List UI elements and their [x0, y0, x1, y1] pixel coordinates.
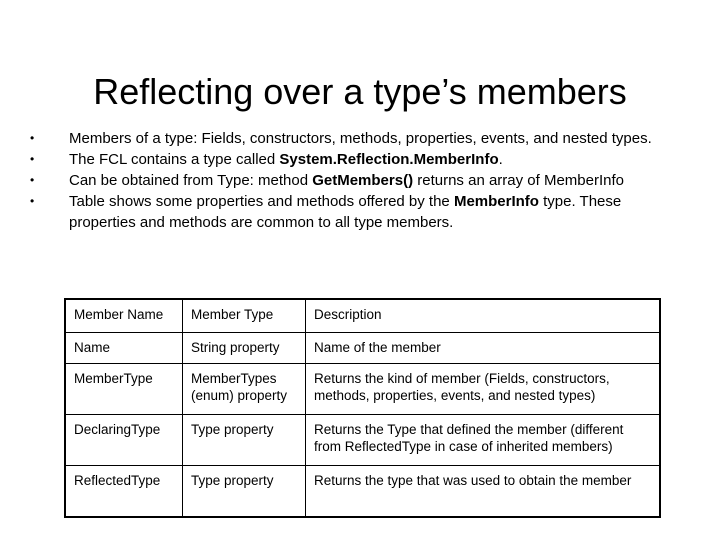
cell-member-type: Type property [183, 466, 306, 518]
cell-description: Returns the kind of member (Fields, constructors, methods, properties, events, and nested types) [306, 364, 661, 415]
cell-description: Returns the Type that defined the member (different from ReflectedType in case of inherited members) [306, 415, 661, 466]
column-header-description: Description [306, 299, 661, 333]
bullet-list [30, 128, 670, 233]
bullet-item [30, 170, 670, 191]
table-row [65, 415, 660, 466]
cell-member-type: String property [183, 333, 306, 364]
bullet-icon: • [30, 131, 35, 145]
bullet-text: Can be obtained from Type: method [69, 172, 313, 189]
table-row [65, 466, 660, 518]
column-header-member-name: Member Name [65, 299, 183, 333]
bullet-text: The FCL contains a type called [69, 151, 280, 168]
bullet-emphasis: MemberInfo [453, 193, 539, 210]
bullet-icon: • [30, 173, 35, 187]
bullet-text: Table shows some properties and methods offered by the [69, 193, 454, 210]
cell-description: Returns the type that was used to obtain the member [306, 466, 661, 518]
cell-member-type: Type property [183, 415, 306, 466]
column-header-member-type: Member Type [183, 299, 306, 333]
bullet-text: returns an array of MemberInfo [413, 172, 625, 189]
bullet-emphasis: GetMembers() [312, 172, 414, 189]
bullet-icon: • [30, 194, 35, 208]
cell-member-name: MemberType [65, 364, 183, 415]
bullet-text: Members of a type: Fields, constructors, methods, properties, events, and nested types. [69, 130, 652, 147]
bullet-emphasis: System.Reflection.MemberInfo [279, 151, 499, 168]
cell-description: Name of the member [306, 333, 661, 364]
bullet-text: . [498, 151, 503, 168]
bullet-icon: • [30, 152, 35, 166]
member-info-table [64, 298, 661, 518]
bullet-item [30, 149, 670, 170]
slide-title: Reflecting over a type’s members [93, 71, 627, 113]
cell-member-type: MemberTypes (enum) property [183, 364, 306, 415]
cell-member-name: ReflectedType [65, 466, 183, 518]
cell-member-name: DeclaringType [65, 415, 183, 466]
bullet-item [30, 128, 670, 149]
table-row [65, 333, 660, 364]
bullet-item [30, 191, 670, 233]
table-row [65, 364, 660, 415]
table-header-row [65, 299, 660, 333]
bullet-text: type. These properties and methods are common to all type members. [69, 193, 622, 231]
cell-member-name: Name [65, 333, 183, 364]
